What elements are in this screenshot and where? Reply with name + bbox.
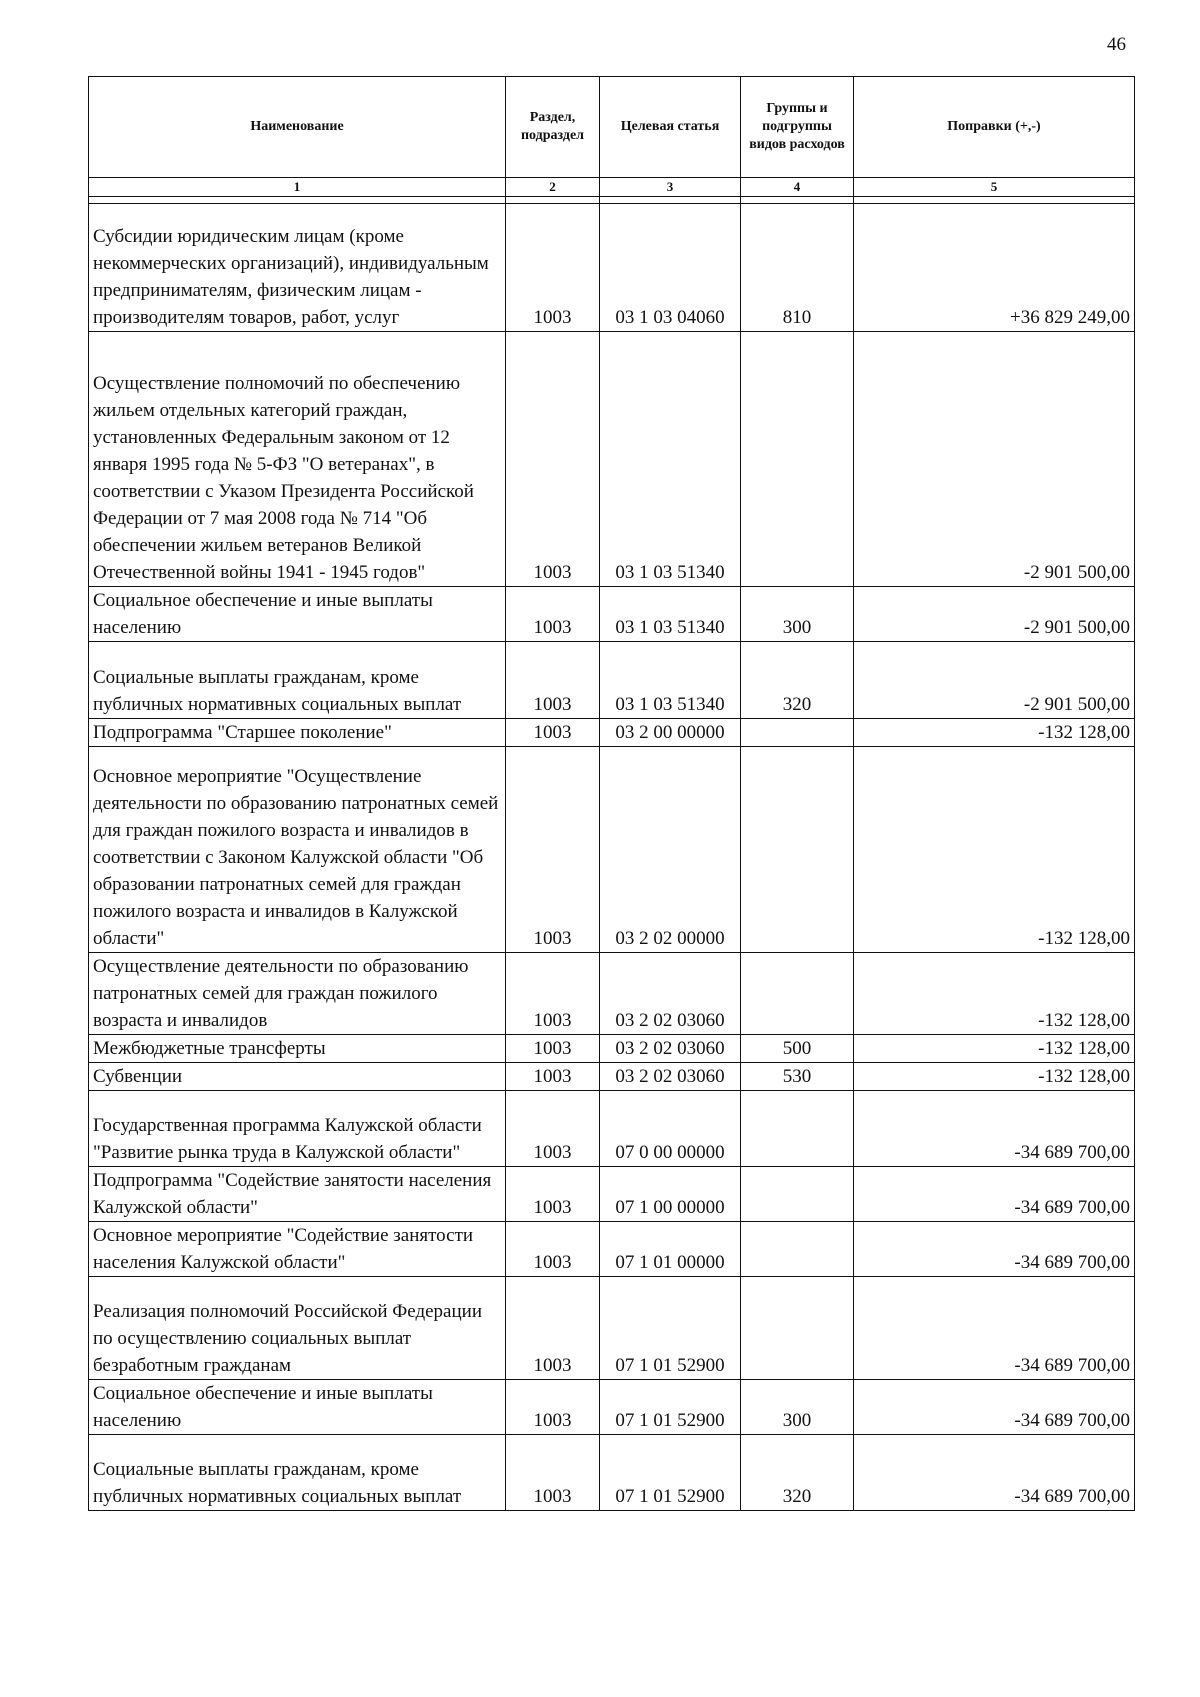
row-name-cell: Социальное обеспечение и иные выплаты населению (89, 1380, 506, 1435)
row-amount-cell: -2 901 500,00 (854, 332, 1135, 587)
row-section-cell: 1003 (506, 332, 600, 587)
row-group-cell (741, 1091, 854, 1167)
row-name-cell: Подпрограмма "Старшее поколение" (89, 719, 506, 747)
table-row (89, 1222, 1135, 1277)
row-group-cell (741, 1222, 854, 1277)
row-section-cell: 1003 (506, 1380, 600, 1435)
table-row (89, 1035, 1135, 1063)
row-amount-cell: -2 901 500,00 (854, 642, 1135, 719)
row-section-cell: 1003 (506, 1435, 600, 1511)
row-amount-cell: +36 829 249,00 (854, 204, 1135, 332)
row-target-cell: 03 2 02 03060 (600, 953, 741, 1035)
row-section-cell: 1003 (506, 1035, 600, 1063)
row-group-cell: 300 (741, 587, 854, 642)
page-number: 46 (1107, 34, 1126, 55)
row-group-cell (741, 332, 854, 587)
row-amount-cell: -132 128,00 (854, 1063, 1135, 1091)
row-name-cell: Межбюджетные трансферты (89, 1035, 506, 1063)
budget-amendments-table (88, 76, 1135, 1511)
row-target-cell: 03 1 03 04060 (600, 204, 741, 332)
row-section-cell: 1003 (506, 1222, 600, 1277)
row-group-cell: 300 (741, 1380, 854, 1435)
row-amount-cell: -34 689 700,00 (854, 1277, 1135, 1380)
table-row (89, 1277, 1135, 1380)
column-number: 3 (600, 178, 741, 197)
table-row (89, 1063, 1135, 1091)
row-name-cell: Основное мероприятие "Осуществление деятельности по образованию патронатных семей для граждан пожилого возраста и инвалидов в соответствии с Законом Калужской области "Об образовании патронатных семей для граждан пожилого возраста и инвалидов в Калужской области" (89, 747, 506, 953)
row-section-cell: 1003 (506, 1063, 600, 1091)
row-amount-cell: -34 689 700,00 (854, 1091, 1135, 1167)
row-target-cell: 07 1 01 00000 (600, 1222, 741, 1277)
column-header-amount: Поправки (+,-) (854, 77, 1135, 178)
row-target-cell: 07 0 00 00000 (600, 1091, 741, 1167)
row-section-cell: 1003 (506, 719, 600, 747)
row-section-cell: 1003 (506, 1277, 600, 1380)
row-target-cell: 07 1 01 52900 (600, 1277, 741, 1380)
row-target-cell: 03 2 02 00000 (600, 747, 741, 953)
row-target-cell: 07 1 01 52900 (600, 1435, 741, 1511)
row-name-cell: Социальные выплаты гражданам, кроме публичных нормативных социальных выплат (89, 1435, 506, 1511)
row-name-cell: Осуществление полномочий по обеспечению жильем отдельных категорий граждан, установленных Федеральным законом от 12 января 1995 года № 5-ФЗ "О ветеранах", в соответствии с Указом Президента Российской Федерации от 7 мая 2008 года № 714 "Об обеспечении жильем ветеранов Великой Отечественной войны 1941 - 1945 годов" (89, 332, 506, 587)
row-amount-cell: -34 689 700,00 (854, 1380, 1135, 1435)
row-name-cell: Основное мероприятие "Содействие занятости населения Калужской области" (89, 1222, 506, 1277)
row-group-cell: 530 (741, 1063, 854, 1091)
table-body (89, 204, 1135, 1511)
row-name-cell: Социальные выплаты гражданам, кроме публичных нормативных социальных выплат (89, 642, 506, 719)
column-number: 4 (741, 178, 854, 197)
row-section-cell: 1003 (506, 953, 600, 1035)
row-group-cell: 320 (741, 1435, 854, 1511)
row-group-cell (741, 719, 854, 747)
row-group-cell: 320 (741, 642, 854, 719)
column-header-name: Наименование (89, 77, 506, 178)
table-row (89, 747, 1135, 953)
row-target-cell: 03 2 02 03060 (600, 1063, 741, 1091)
table-row (89, 332, 1135, 587)
table-row (89, 204, 1135, 332)
column-number-row (89, 178, 1135, 197)
row-name-cell: Государственная программа Калужской области "Развитие рынка труда в Калужской области" (89, 1091, 506, 1167)
row-amount-cell: -132 128,00 (854, 1035, 1135, 1063)
header-spacer (89, 197, 1135, 204)
row-name-cell: Подпрограмма "Содействие занятости населения Калужской области" (89, 1167, 506, 1222)
column-number: 2 (506, 178, 600, 197)
row-amount-cell: -34 689 700,00 (854, 1222, 1135, 1277)
row-target-cell: 03 2 00 00000 (600, 719, 741, 747)
row-amount-cell: -2 901 500,00 (854, 587, 1135, 642)
table-row (89, 1435, 1135, 1511)
row-amount-cell: -34 689 700,00 (854, 1435, 1135, 1511)
row-section-cell: 1003 (506, 1091, 600, 1167)
table-row (89, 587, 1135, 642)
row-target-cell: 03 2 02 03060 (600, 1035, 741, 1063)
row-target-cell: 07 1 01 52900 (600, 1380, 741, 1435)
column-number: 5 (854, 178, 1135, 197)
table-row (89, 1091, 1135, 1167)
row-section-cell: 1003 (506, 1167, 600, 1222)
row-name-cell: Субсидии юридическим лицам (кроме некоммерческих организаций), индивидуальным предпринимателям, физическим лицам - производителям товаров, работ, услуг (89, 204, 506, 332)
row-amount-cell: -132 128,00 (854, 747, 1135, 953)
row-amount-cell: -132 128,00 (854, 953, 1135, 1035)
table-row (89, 719, 1135, 747)
row-name-cell: Реализация полномочий Российской Федерации по осуществлению социальных выплат безработным гражданам (89, 1277, 506, 1380)
row-group-cell (741, 953, 854, 1035)
row-amount-cell: -34 689 700,00 (854, 1167, 1135, 1222)
row-amount-cell: -132 128,00 (854, 719, 1135, 747)
table-row (89, 953, 1135, 1035)
table-row (89, 1380, 1135, 1435)
row-target-cell: 03 1 03 51340 (600, 642, 741, 719)
row-name-cell: Субвенции (89, 1063, 506, 1091)
row-group-cell (741, 1277, 854, 1380)
row-group-cell: 810 (741, 204, 854, 332)
row-name-cell: Социальное обеспечение и иные выплаты населению (89, 587, 506, 642)
row-section-cell: 1003 (506, 204, 600, 332)
row-group-cell: 500 (741, 1035, 854, 1063)
column-number: 1 (89, 178, 506, 197)
row-section-cell: 1003 (506, 642, 600, 719)
row-target-cell: 03 1 03 51340 (600, 332, 741, 587)
row-name-cell: Осуществление деятельности по образованию патронатных семей для граждан пожилого возраста и инвалидов (89, 953, 506, 1035)
column-header-target: Целевая статья (600, 77, 741, 178)
row-section-cell: 1003 (506, 587, 600, 642)
table-row (89, 642, 1135, 719)
column-header-section: Раздел, подраздел (506, 77, 600, 178)
row-target-cell: 03 1 03 51340 (600, 587, 741, 642)
column-header-group: Группы и подгруппы видов расходов (741, 77, 854, 178)
table-row (89, 1167, 1135, 1222)
row-group-cell (741, 747, 854, 953)
row-section-cell: 1003 (506, 747, 600, 953)
row-target-cell: 07 1 00 00000 (600, 1167, 741, 1222)
row-group-cell (741, 1167, 854, 1222)
table-header-row (89, 77, 1135, 178)
